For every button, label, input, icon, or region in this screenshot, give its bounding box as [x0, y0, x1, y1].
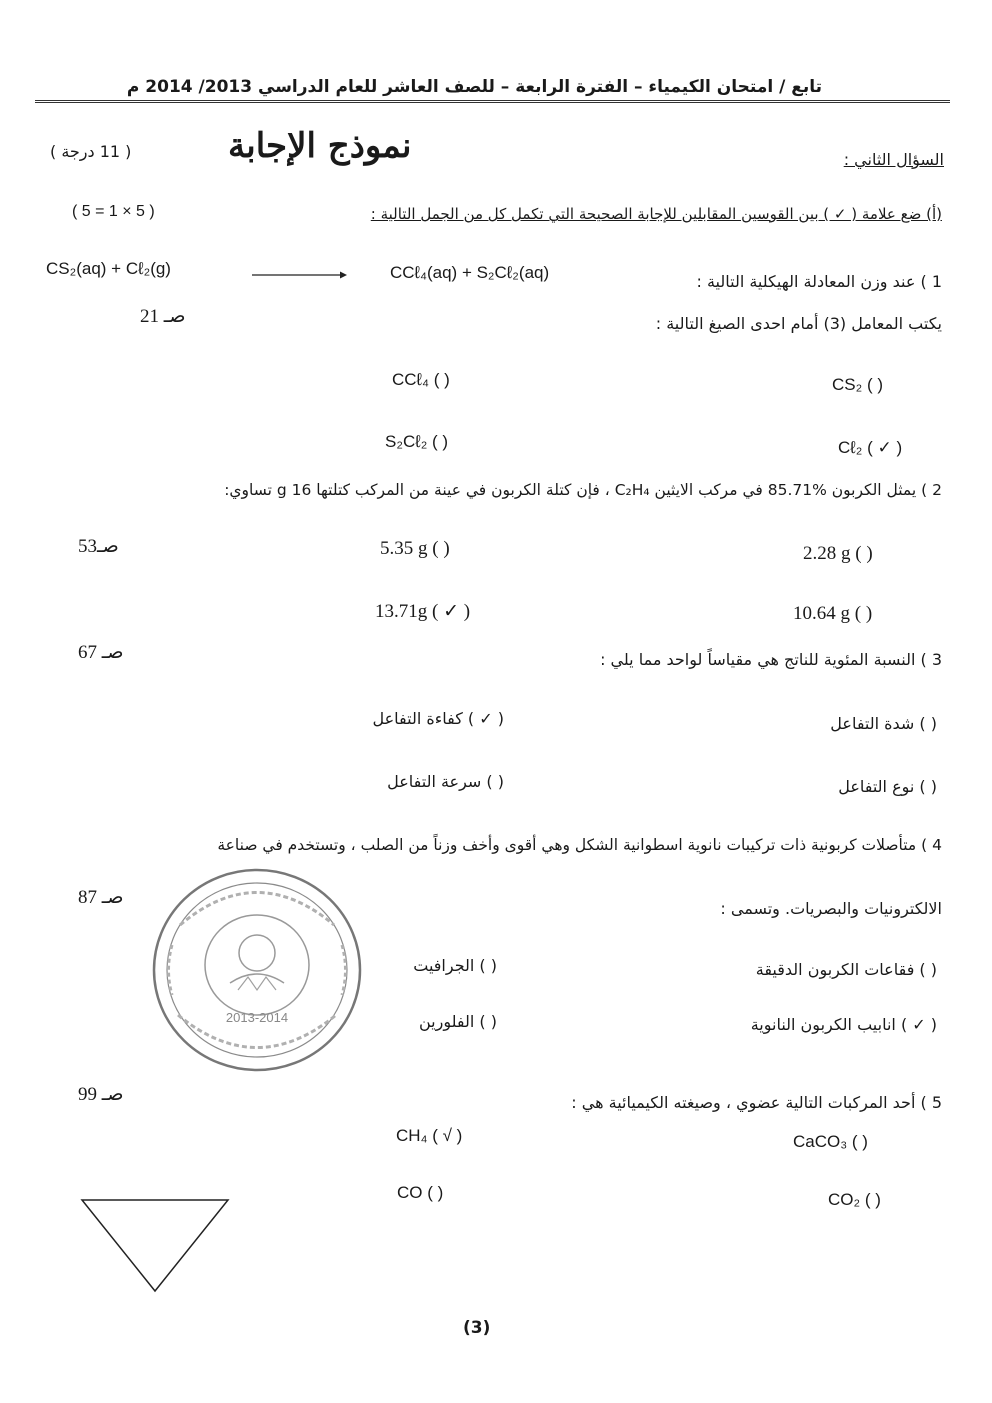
q3-option-b[interactable]: ( ✓ ) كفاءة التفاعل — [372, 709, 504, 728]
stamp-year: 2013-2014 — [225, 1010, 289, 1025]
question-label: السؤال الثاني : — [843, 150, 944, 169]
q3-option-c[interactable]: ( ) نوع التفاعل — [838, 777, 937, 796]
q3-text: 3 ) النسبة المئوية للناتج هي مقياساً لواحد مما يلي : — [600, 650, 942, 669]
part-a-instruction: (أ) ضع علامة ( ✓ ) بين القوسين المقابلين للإجابة الصحيحة التي تكمل كل من الجمل التالية : — [370, 205, 942, 223]
q4-option-b[interactable]: ( ) الجرافيت — [413, 956, 497, 975]
q3-option-a[interactable]: ( ) شدة التفاعل — [830, 714, 937, 733]
q1-option-cl2[interactable]: Cℓ₂ ( ✓ ) — [838, 438, 903, 457]
q5-option-caco3[interactable]: CaCO₃ ( ) — [793, 1132, 868, 1151]
q5-page-ref: صـ 99 — [78, 1084, 124, 1105]
q4-page-ref: صـ 87 — [78, 887, 124, 908]
q2-option-c[interactable]: 10.64 g ( ) — [793, 603, 873, 624]
q2-text: 2 ) يمثل الكربون %85.71 في مركب الايثين C₂H₄ ، فإن كتلة الكربون في عينة من المركب كتلتها 16 g تساوي: — [224, 481, 942, 499]
reaction-arrow-icon — [252, 270, 347, 280]
q3-page-ref: صـ 67 — [78, 642, 124, 663]
question-degrees: ( 11 درجة ) — [50, 142, 132, 161]
school-stamp-icon — [150, 865, 365, 1075]
part-a-score: ( 5 = 1 × 5 ) — [72, 203, 155, 220]
q1-equation-left: CS₂(aq) + Cℓ₂(g) — [46, 259, 171, 278]
q2-page-ref: صـ53 — [78, 536, 119, 557]
q1-option-ccl4[interactable]: CCℓ₄ ( ) — [392, 370, 450, 389]
q4-text: 4 ) متأصلات كربونية ذات تركيبات نانوية اسطوانية الشكل وهي أقوى وأخف وزناً من الصلب ، وتستخدم في صناعة — [217, 836, 942, 854]
q5-text: 5 ) أحد المركبات التالية عضوي ، وصيغته الكيميائية هي : — [571, 1093, 942, 1112]
q1-text-2: يكتب المعامل (3) أمام احدى الصيغ التالية : — [655, 314, 942, 333]
q5-option-co[interactable]: CO ( ) — [397, 1183, 444, 1202]
q2-option-d[interactable]: 13.71g ( ✓ ) — [375, 601, 471, 622]
q2-option-b[interactable]: 5.35 g ( ) — [380, 538, 450, 559]
exam-header-title: تابع / امتحان الكيمياء – الفترة الرابعة – للصف العاشر للعام الدراسي 2013/ 2014 م — [126, 77, 822, 97]
q1-option-cs2[interactable]: CS₂ ( ) — [832, 375, 883, 394]
down-triangle-icon — [80, 1195, 230, 1295]
q5-option-co2[interactable]: CO₂ ( ) — [828, 1190, 881, 1209]
q5-option-ch4[interactable]: CH₄ ( √ ) — [396, 1126, 463, 1145]
q2-option-a[interactable]: 2.28 g ( ) — [803, 543, 873, 564]
q4-option-c[interactable]: ( ✓ ) انابيب الكربون النانوية — [750, 1015, 937, 1034]
q4-option-d[interactable]: ( ) الفلورين — [419, 1012, 497, 1031]
page-number: (3) — [463, 1318, 491, 1338]
q4-text-2: الالكترونيات والبصريات. وتسمى : — [720, 899, 942, 918]
q4-option-a[interactable]: ( ) فقاعات الكربون الدقيقة — [755, 960, 937, 979]
q1-page-ref: صـ 21 — [140, 306, 186, 327]
q3-option-d[interactable]: ( ) سرعة التفاعل — [387, 772, 504, 791]
answer-model-title: نموذج الإجابة — [228, 126, 412, 166]
q1-equation-right: CCℓ₄(aq) + S₂Cℓ₂(aq) — [390, 263, 550, 282]
q1-option-s2cl2[interactable]: S₂Cℓ₂ ( ) — [385, 432, 449, 451]
header-divider — [35, 100, 950, 103]
q1-text: 1 ) عند وزن المعادلة الهيكلية التالية : — [696, 272, 942, 291]
